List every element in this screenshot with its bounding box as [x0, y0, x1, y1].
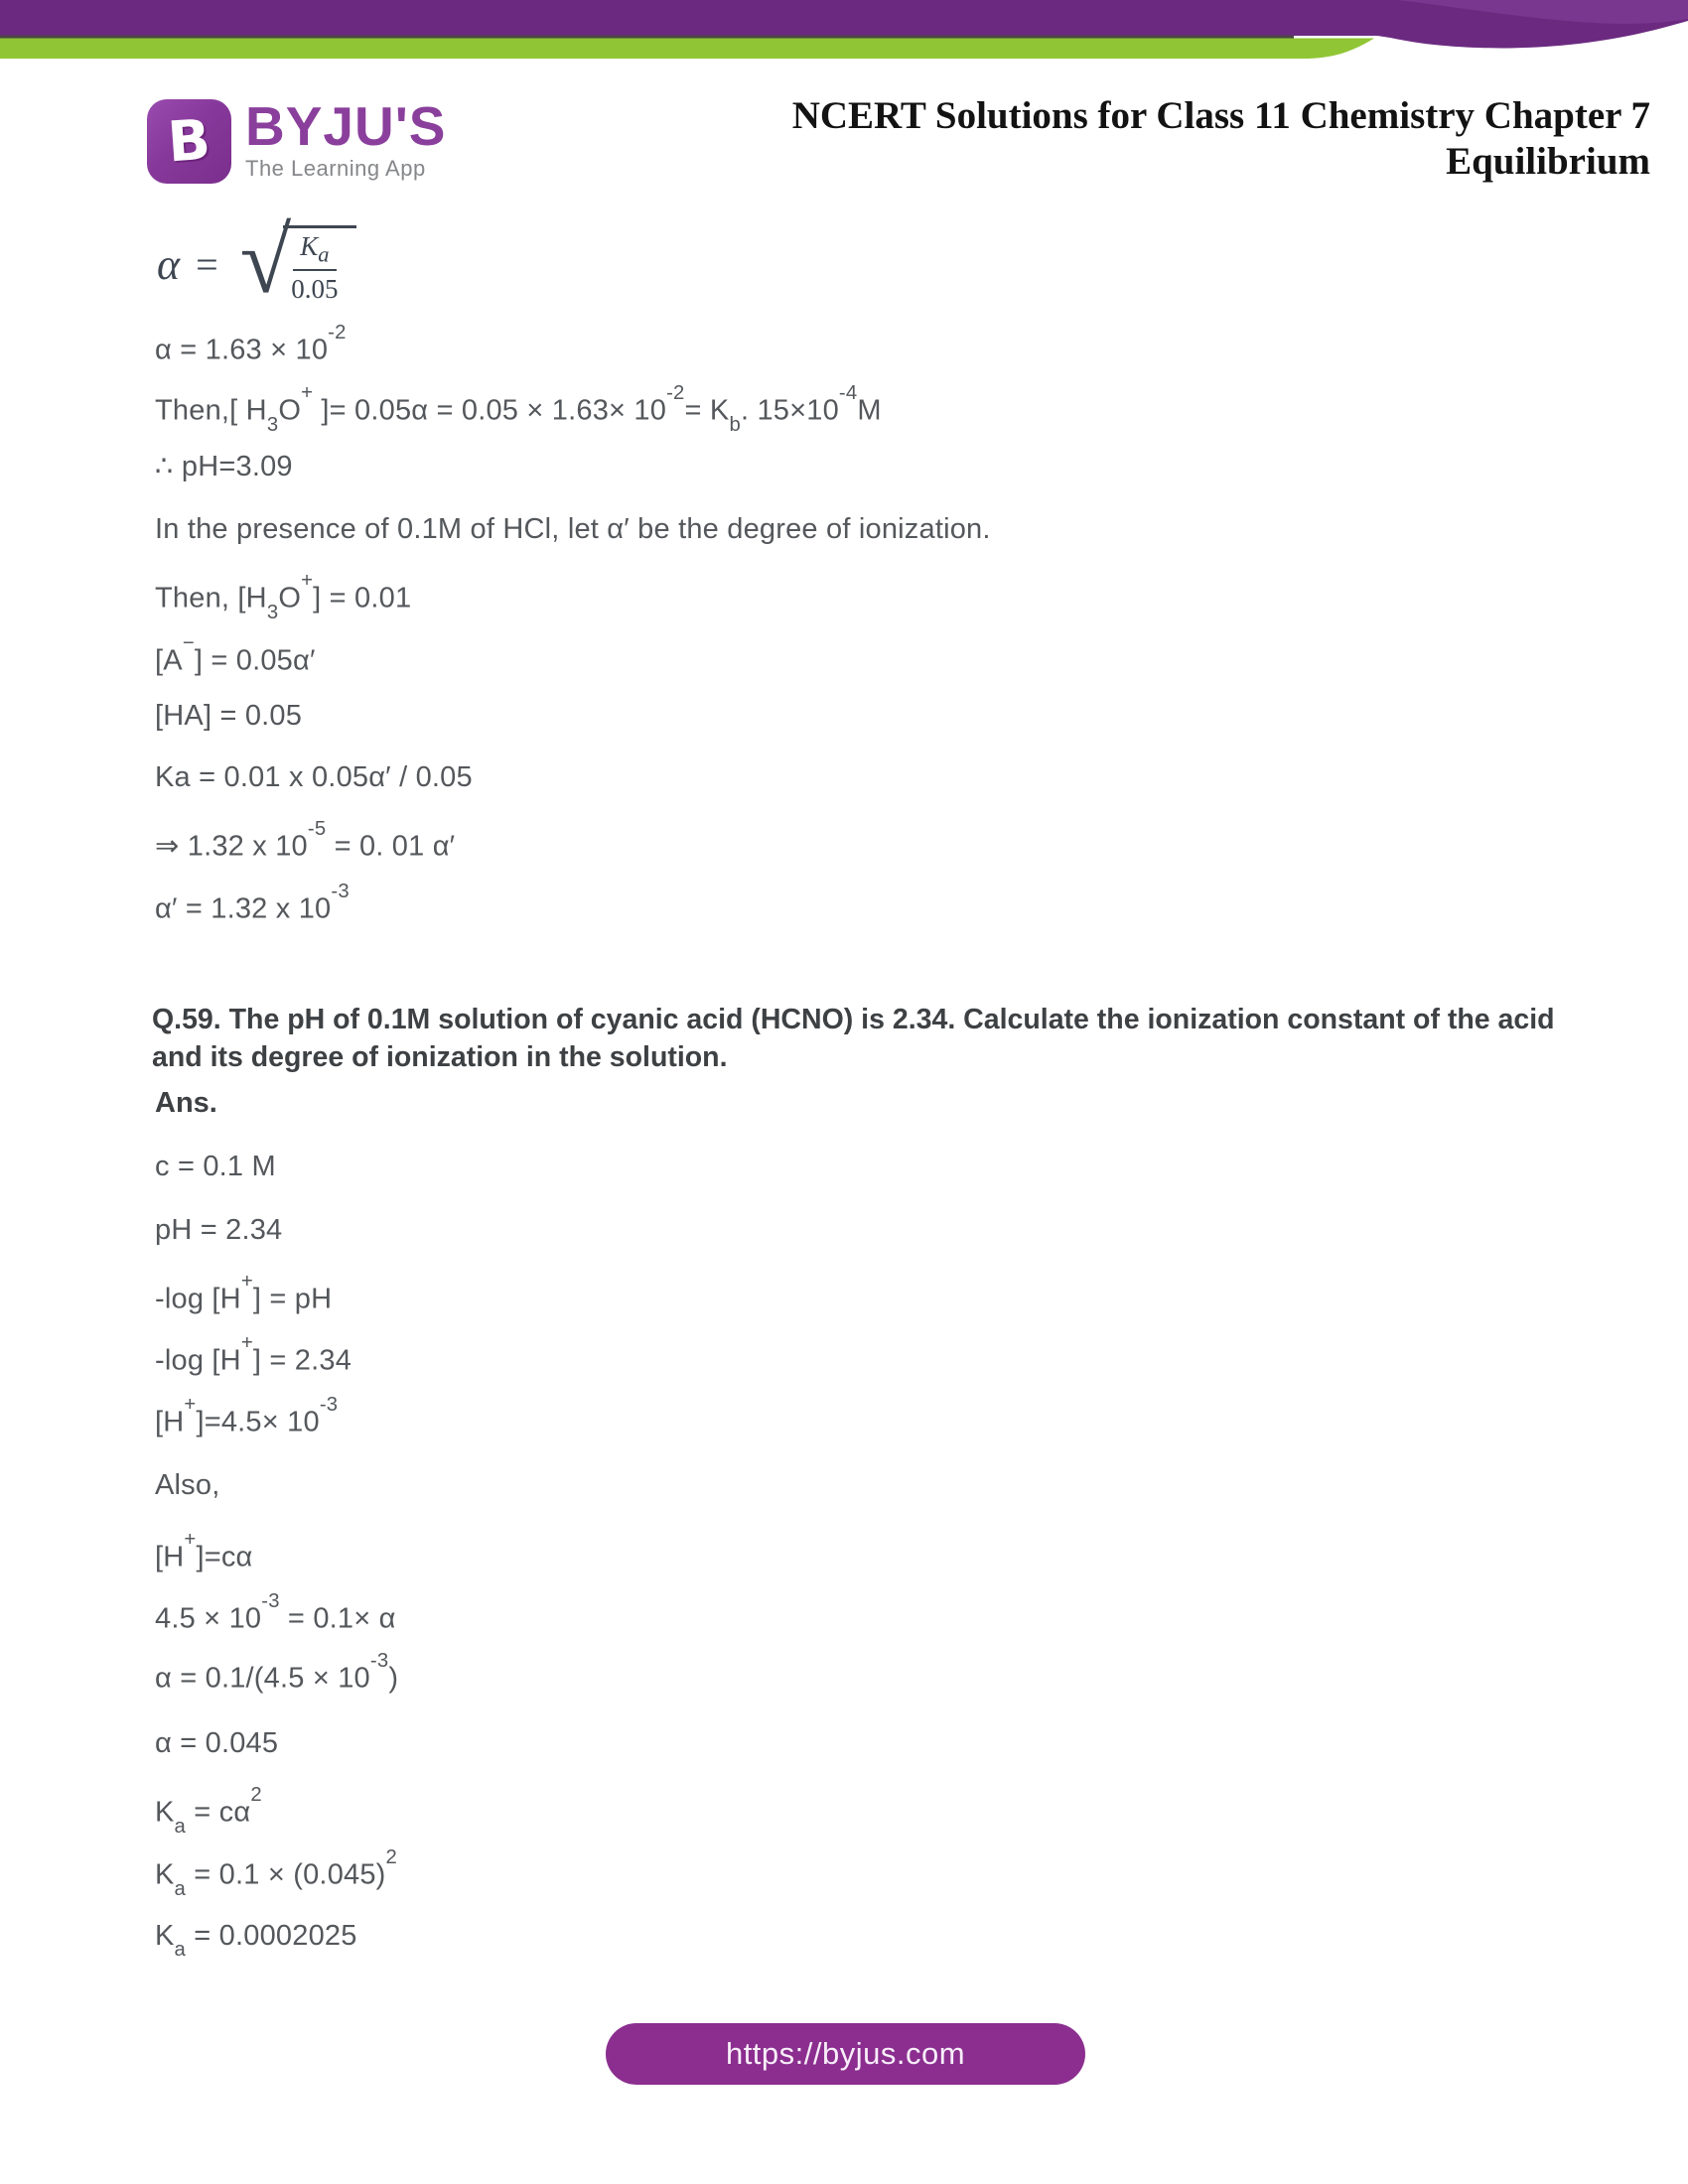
- formula-line: Then,[ $H_3O^+$ ]= $0.05\alpha = 0.05 \times 1.63\times 10^{-2}= K_b$. $15\times 10^{-4}M$: [155, 381, 882, 436]
- byjus-b-icon: B: [165, 107, 213, 176]
- formula-line: -log [H+] = 2.34: [155, 1331, 352, 1377]
- formula-line: [H+]=cα: [155, 1528, 253, 1573]
- byjus-tagline: The Learning App: [245, 156, 426, 181]
- formula-line: $\alpha = 1.63 \times 10^{-2}$: [155, 321, 347, 366]
- byjus-url-label: https://byjus.com: [725, 2036, 966, 2071]
- radical-sign-icon: √: [239, 209, 292, 313]
- byjus-logo: [147, 95, 447, 184]
- formula-line: $K_a = 0.1 \times (0.045)^2$: [155, 1845, 398, 1900]
- alpha-sqrt-formula: [157, 209, 356, 313]
- formula-line: c = 0.1 M: [155, 1151, 276, 1182]
- formula-line: α = 0.045: [155, 1727, 279, 1759]
- byjus-logo-text: [245, 95, 447, 182]
- question-heading: Q.59. The pH of 0.1M solution of cyanic acid (HCNO) is 2.34. Calculate the ionization constant of the acid and its degree of ionization in the solution.: [152, 1004, 1555, 1073]
- formula-line: $K_a = c\alpha^2$: [155, 1783, 262, 1838]
- formula-equals: =: [196, 242, 218, 288]
- formula-line: Ka = 0.01 x 0.05α′ / 0.05: [155, 761, 473, 793]
- formula-line: $[H^+]=4.5\times 10^{-3}$: [155, 1393, 339, 1438]
- fraction-numerator: $K_a$: [293, 232, 336, 271]
- formula-alpha: α: [157, 240, 181, 290]
- header-bands: [0, 0, 1688, 79]
- green-band: [0, 39, 1374, 60]
- formula-line: [HA] = 0.05: [155, 700, 303, 732]
- formula-line: In the presence of 0.1M of HCl, let α′ be the degree of ionization.: [155, 513, 991, 545]
- dark-separator-line: [0, 36, 1294, 39]
- formula-line: $\alpha = 0.1/(4.5 \times 10^{-3})$: [155, 1649, 399, 1695]
- page-title: [792, 93, 1650, 185]
- byjus-logo-badge: [147, 99, 231, 184]
- formula-line: $4.5 \times 10^{-3} = 0.1\times \alpha$: [155, 1589, 396, 1635]
- fraction-denominator: 0.05: [291, 274, 339, 305]
- page-title-line1: NCERT Solutions for Class 11 Chemistry Chapter 7: [791, 94, 1650, 137]
- formula-line: α′ = 1.32 x $10^{-3}$: [155, 880, 350, 925]
- byjus-brand-name: BYJU'S: [245, 95, 447, 157]
- page-title-line2: Equilibrium: [1446, 140, 1650, 183]
- formula-line: pH = 2.34: [155, 1214, 283, 1246]
- byjus-url-button[interactable]: [606, 2023, 1085, 2085]
- formula-line: Then, $[H_3O^+] = 0.01$: [155, 569, 412, 623]
- formula-line: Also,: [155, 1469, 220, 1501]
- formula-line: -log [H+] = pH: [155, 1270, 333, 1315]
- square-root: [239, 209, 356, 313]
- formula-line: ⇒ 1.32 x $10^{-5} = 0$. 01 α′: [155, 817, 456, 863]
- answer-label: Ans.: [155, 1087, 217, 1119]
- formula-line: $K_a = 0.0002025$: [155, 1920, 357, 1962]
- fraction: [283, 225, 355, 306]
- formula-line: ∴ pH=3.09: [155, 451, 293, 482]
- formula-line: [A−] = 0.05α′: [155, 631, 316, 677]
